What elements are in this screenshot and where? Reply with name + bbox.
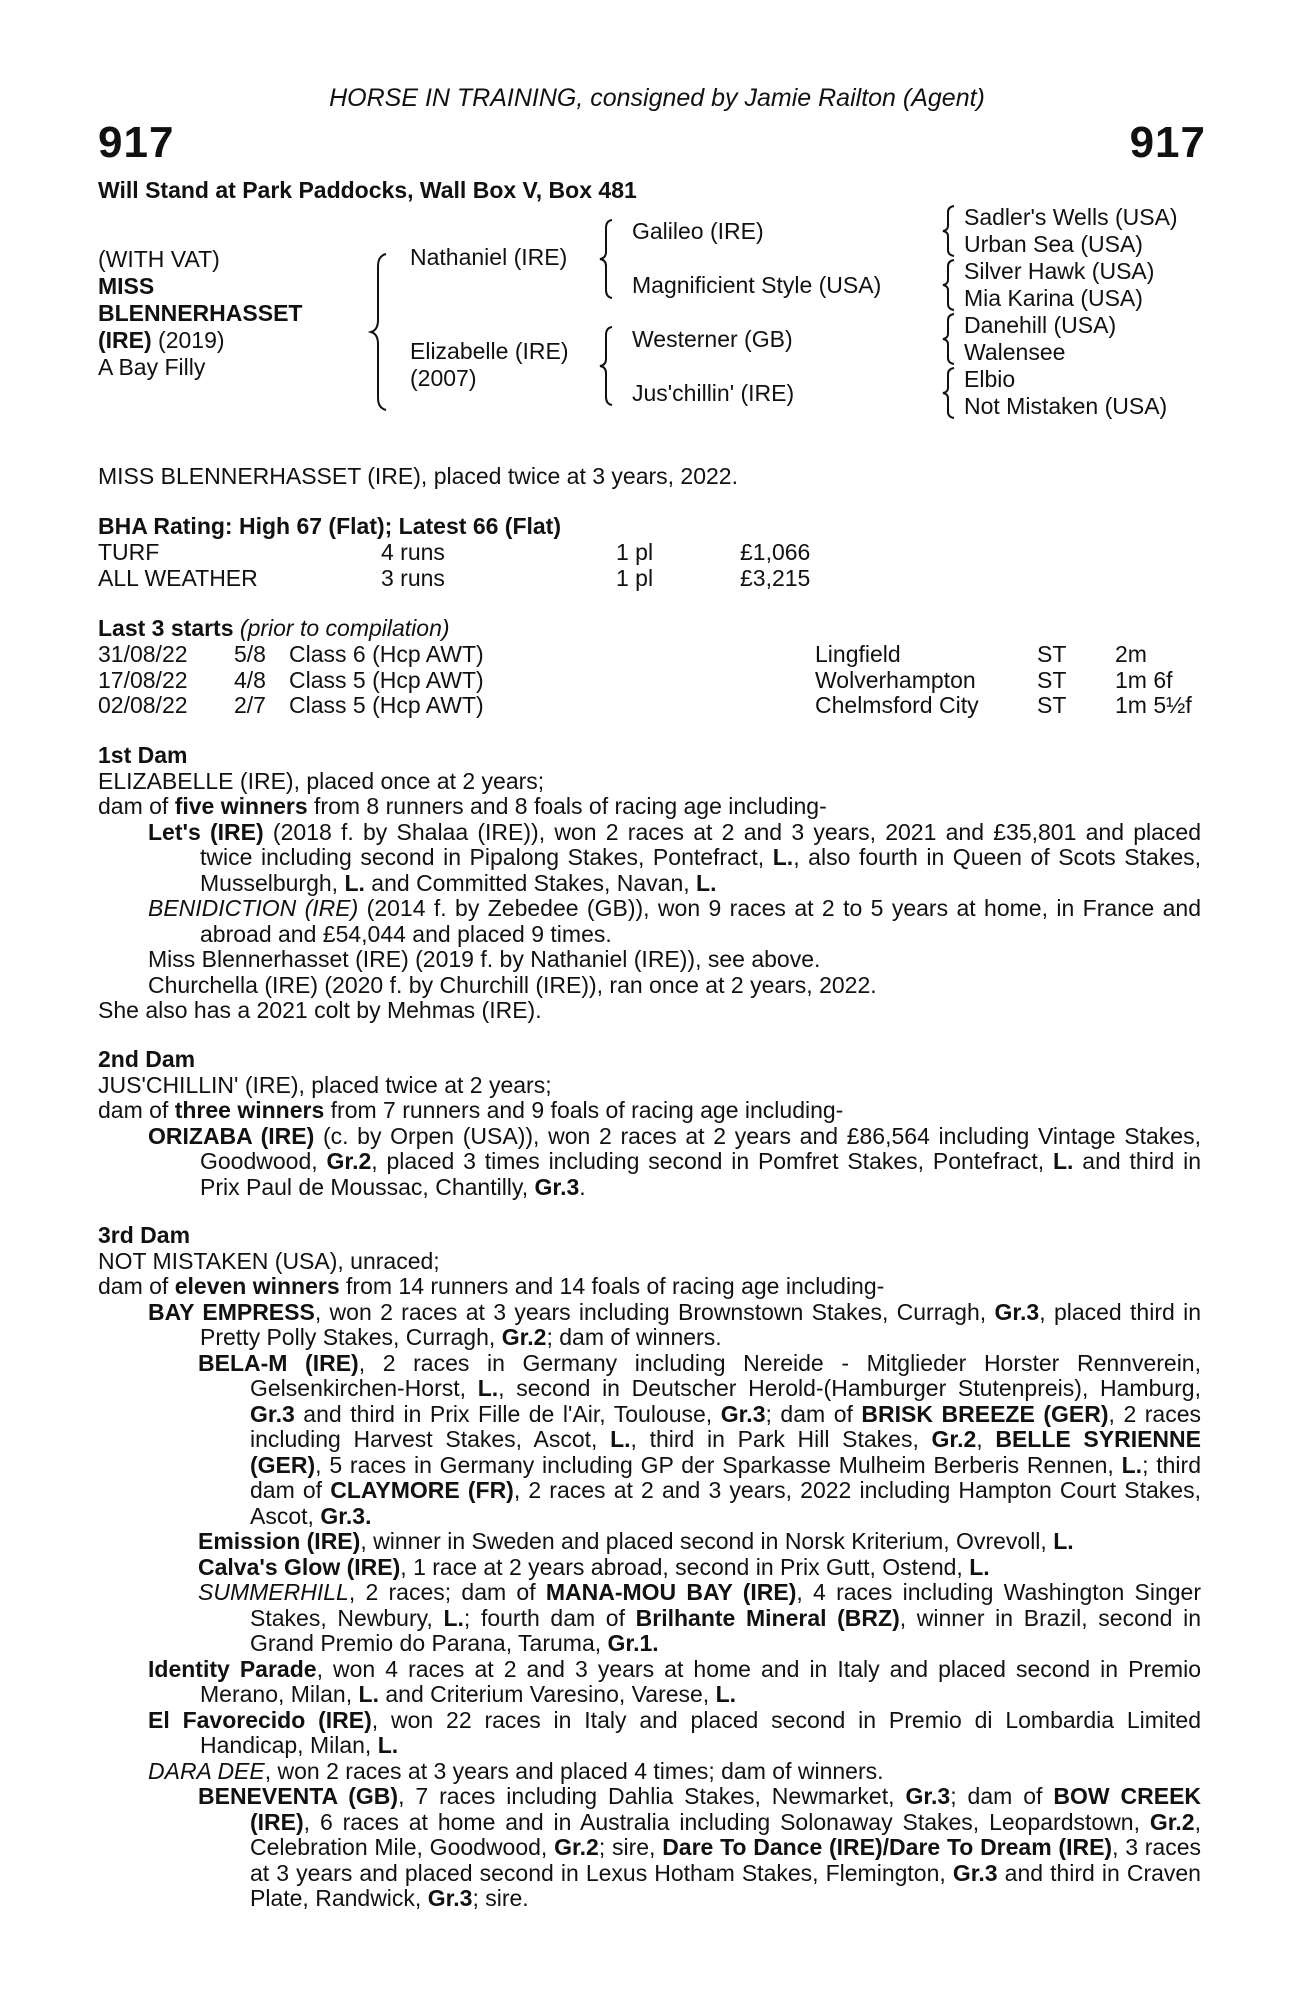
progeny-identity-parade: Identity Parade, won 4 races at 2 and 3 years at home and in Italy and placed second in Premio Merano, Milan, L. and Criterium Varesino, Varese, L. (148, 1655, 1201, 1707)
runs: 4 runs (381, 539, 445, 565)
progeny-bay-empress: BAY EMPRESS, won 2 races at 3 years including Brownstown Stakes, Curragh, Gr.3, placed third in Pretty Polly Stakes, Curragh, Gr.2; dam of winners. (148, 1298, 1202, 1350)
horse-year: (2019) (151, 327, 225, 353)
pedigree-bracket-g4-4 (940, 366, 958, 420)
prize: £1,066 (740, 539, 811, 565)
start-pos: 5/8 (234, 641, 266, 667)
third-dam-line2: dam of eleven winners from 14 runners and 14 foals of racing age including- (98, 1273, 885, 1299)
horse-name-suffix: (IRE) (98, 327, 152, 353)
progeny-lets: Let's (IRE) (2018 f. by Shalaa (IRE)), won 2 races at 2 and 3 years, 2021 and £35,801 and placed twice including second in Pipalong Stakes, Pontefract, L., also fourth in Queen of Scots Stakes, Musselburgh, L. and Committed Stakes, Navan, L. (148, 818, 1202, 896)
horse-name-line1: MISS (98, 273, 155, 299)
table-row (98, 540, 810, 566)
vat-label: (WITH VAT) (98, 246, 220, 272)
pedigree-bracket-g4-2 (940, 258, 958, 312)
gen3-sire-dam: Magnificient Style (USA) (632, 272, 882, 298)
rating-table (98, 540, 810, 591)
placed: 1 pl (616, 564, 654, 591)
start-course: Wolverhampton (815, 666, 976, 693)
prize: £3,215 (740, 564, 811, 591)
first-dam-line1: ELIZABELLE (IRE), placed once at 2 years; (98, 767, 545, 794)
second-dam-section (98, 1047, 1201, 1200)
start-dist: 2m (1115, 641, 1147, 667)
pedigree-bracket-main (368, 252, 392, 412)
gen4-8: Not Mistaken (USA) (964, 393, 1168, 419)
start-date: 02/08/22 (98, 692, 188, 718)
second-dam-line2: dam of three winners from 7 runners and 9 foals of racing age including- (98, 1097, 844, 1123)
last-starts-note: (prior to compilation) (239, 615, 450, 641)
third-dam-line1: NOT MISTAKEN (USA), unraced; (98, 1247, 440, 1274)
progeny-orizaba: ORIZABA (IRE) (c. by Orpen (USA)), won 2 races at 2 years and £86,564 including Vintage Stakes, Goodwood, Gr.2, placed 3 times including second in Pomfret Stakes, Pontefract, L. and third in Prix Paul de Moussac, Chantilly, Gr.3. (148, 1122, 1202, 1200)
pedigree-horse (98, 246, 302, 381)
rating-title: BHA Rating: High 67 (Flat); Latest 66 (Flat) (98, 513, 561, 539)
progeny-miss-blennerhasset: Miss Blennerhasset (IRE) (2019 f. by Nathaniel (IRE)), see above. (148, 946, 821, 972)
start-course: Chelmsford City (815, 692, 979, 718)
start-date: 31/08/22 (98, 641, 188, 667)
dam-name-line1: Elizabelle (IRE) (410, 338, 569, 364)
start-dist: 1m 6f (1115, 666, 1173, 693)
surface: TURF (98, 539, 160, 565)
gen3-sire-sire: Galileo (IRE) (632, 218, 764, 244)
progeny-emission: Emission (IRE), winner in Sweden and placed second in Norsk Kriterium, Ovrevoll, L. (198, 1528, 1074, 1554)
horse-sex: A Bay Filly (98, 354, 206, 380)
placed: 1 pl (616, 539, 654, 565)
gen4-5: Danehill (USA) (964, 312, 1117, 338)
consignment-header: HORSE IN TRAINING, consigned by Jamie Railton (Agent) (329, 84, 985, 112)
progeny-summerhill: SUMMERHILL, 2 races; dam of MANA-MOU BAY (IRE), 4 races including Washington Singer Stakes, Newbury, L.; fourth dam of Brilhante Mineral (BRZ), winner in Brazil, second in Grand Premio do Parana, Taruma, Gr.1. (198, 1579, 1201, 1656)
third-dam-heading: 3rd Dam (98, 1222, 191, 1248)
horse-name-line2: BLENNERHASSET (98, 300, 303, 326)
first-dam-heading: 1st Dam (98, 742, 188, 768)
progeny-dara-dee: DARA DEE, won 2 races at 3 years and placed 4 times; dam of winners. (148, 1757, 884, 1784)
gen4-3: Silver Hawk (USA) (964, 258, 1155, 284)
stand-location: Will Stand at Park Paddocks, Wall Box V, Box 481 (98, 177, 637, 203)
progeny-colt: She also has a 2021 colt by Mehmas (IRE). (98, 997, 542, 1023)
second-dam-heading: 2nd Dam (98, 1046, 196, 1072)
start-pos: 2/7 (234, 692, 266, 718)
gen4-6: Walensee (964, 339, 1066, 365)
gen4-4: Mia Karina (USA) (964, 285, 1143, 311)
gen4-1: Sadler's Wells (USA) (964, 204, 1178, 230)
progeny-bela-m: BELA-M (IRE), 2 races in Germany including Nereide - Mitglieder Horster Rennverein, Gelsenkirchen-Horst, L., second in Deutscher Herold-(Hamburger Stutenpreis), Hamburg, Gr.3 and third in Prix Fille de l'Air, Toulouse, Gr.3; dam of BRISK BREEZE (GER), 2 races including Harvest Stakes, Ascot, L., third in Park Hill Stakes, Gr.2, BELLE SYRIENNE (GER), 5 races in Germany including GP der Sparkasse Mulheim Berberis Rennen, L.; third dam of CLAYMORE (FR), 2 races at 2 and 3 years, 2022 including Hampton Court Stakes, Ascot, Gr.3. (198, 1349, 1202, 1529)
start-course: Lingfield (815, 641, 901, 667)
start-date: 17/08/22 (98, 666, 188, 693)
last-starts-title: Last 3 starts (98, 615, 234, 641)
progeny-benidiction: BENIDICTION (IRE) (2014 f. by Zebedee (GB)), won 9 races at 2 to 5 years at home, in France and abroad and £54,044 and placed 9 times. (148, 895, 1201, 947)
progeny-calvas-glow: Calva's Glow (IRE), 1 race at 2 years abroad, second in Prix Gutt, Ostend, L. (198, 1553, 990, 1580)
race-summary: MISS BLENNERHASSET (IRE), placed twice at 3 years, 2022. (98, 463, 738, 489)
lot-number-right: 917 (1129, 118, 1206, 167)
sire-name: Nathaniel (IRE) (410, 244, 568, 270)
third-dam-section (98, 1223, 1201, 1912)
first-dam-section (98, 743, 1201, 1024)
start-class: Class 5 (Hcp AWT) (289, 692, 484, 718)
gen3-dam-dam: Jus'chillin' (IRE) (632, 380, 795, 406)
table-row (98, 642, 1192, 668)
gen3-dam-sire: Westerner (GB) (632, 326, 793, 352)
start-going: ST (1037, 692, 1067, 718)
lot-number-left: 917 (98, 118, 175, 167)
gen4-7: Elbio (964, 366, 1016, 392)
start-dist: 1m 5½f (1115, 692, 1192, 718)
surface: ALL WEATHER (98, 564, 258, 591)
first-dam-line2: dam of five winners from 8 runners and 8 foals of racing age including- (98, 793, 827, 819)
start-going: ST (1037, 641, 1067, 667)
progeny-el-favorecido: El Favorecido (IRE), won 22 races in Italy and placed second in Premio di Lombardia Limited Handicap, Milan, L. (148, 1706, 1201, 1758)
start-pos: 4/8 (234, 666, 266, 693)
gen4-list (964, 204, 1178, 420)
pedigree-bracket-sire (596, 218, 616, 300)
progeny-beneventa: BENEVENTA (GB), 7 races including Dahlia Stakes, Newmarket, Gr.3; dam of BOW CREEK (IRE), 6 races at home and in Australia including Solonaway Stakes, Leopardstown, Gr.2, Celebration Mile, Goodwood, Gr.2; sire, Dare To Dance (IRE)/Dare To Dream (IRE), 3 races at 3 years and placed second in Lexus Hotham Stakes, Flemington, Gr.3 and third in Craven Plate, Randwick, Gr.3; sire. (198, 1783, 1202, 1911)
runs: 3 runs (381, 564, 445, 591)
dam-name (410, 338, 569, 392)
pedigree-bracket-g4-1 (940, 204, 958, 258)
table-row (98, 566, 810, 592)
second-dam-line1: JUS'CHILLIN' (IRE), placed twice at 2 years; (98, 1071, 552, 1098)
pedigree-bracket-dam (596, 325, 616, 407)
progeny-churchella: Churchella (IRE) (2020 f. by Churchill (IRE)), ran once at 2 years, 2022. (148, 971, 877, 998)
table-row (98, 693, 1192, 719)
pedigree-bracket-g4-3 (940, 312, 958, 366)
start-class: Class 5 (Hcp AWT) (289, 666, 484, 693)
start-class: Class 6 (Hcp AWT) (289, 641, 484, 667)
table-row (98, 668, 1192, 694)
last-starts-table (98, 642, 1192, 719)
last-starts-heading (98, 616, 450, 642)
dam-year: (2007) (410, 365, 477, 391)
gen4-2: Urban Sea (USA) (964, 231, 1143, 257)
start-going: ST (1037, 666, 1067, 693)
